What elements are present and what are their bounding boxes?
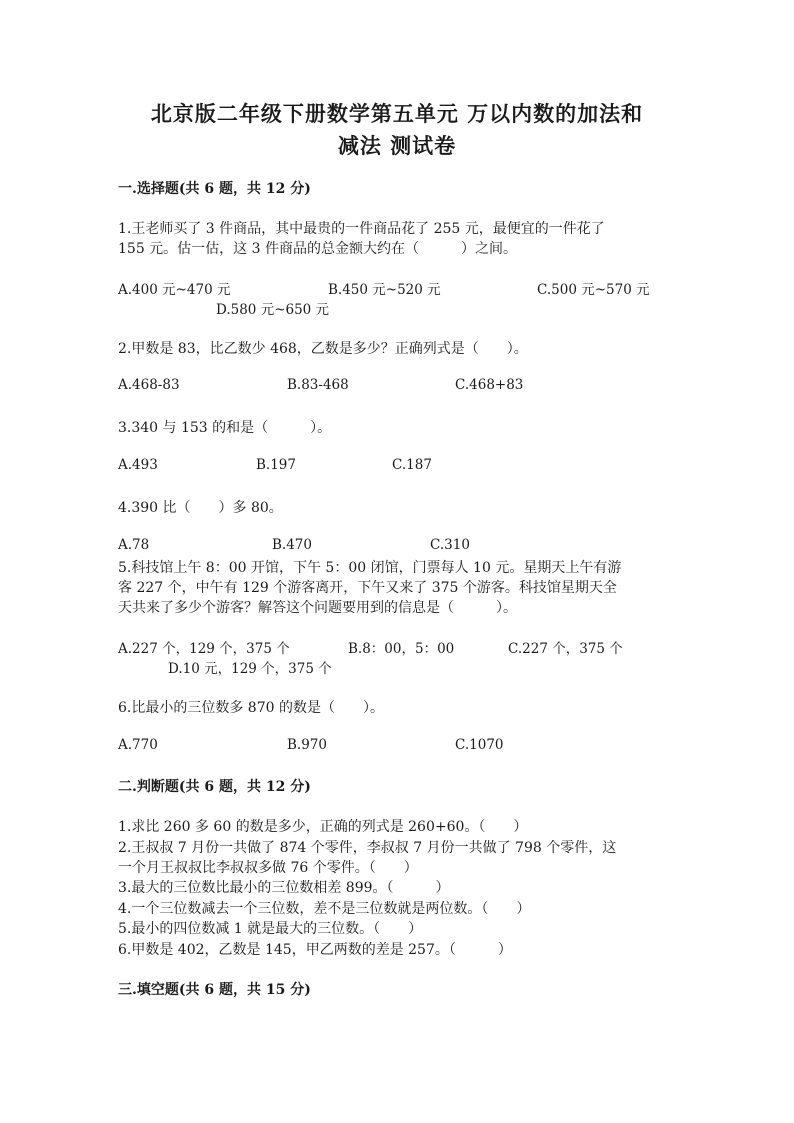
q1-option-b: B.450 元~520 元 [328,282,441,298]
q3-option-b: B.197 [256,457,296,473]
section-1-heading: 一.选择题(共 6 题，共 12 分) [118,181,311,197]
judge-item-5: 5.最小的四位数减 1 就是最大的三位数。（ ） [118,921,423,937]
q6-option-c: C.1070 [455,737,504,753]
q4-option-c: C.310 [430,537,470,553]
q5-option-a: A.227 个，129 个，375 个 [118,641,290,657]
judge-item-2-line-1: 2.王叔叔 7 月份一共做了 874 个零件，李叔叔 7 月份一共做了 798 个零件，这 [118,840,617,856]
q6-option-a: A.770 [118,737,158,753]
question-1-line-1: 1.王老师买了 3 件商品，其中最贵的一件商品花了 255 元，最便宜的一件花了 [118,221,605,237]
q6-option-b: B.970 [287,737,327,753]
judge-item-4: 4.一个三位数减去一个三位数，差不是三位数就是两位数。（ ） [118,901,531,917]
title-line-1: 北京版二年级下册数学第五单元 万以内数的加法和 [150,101,644,126]
question-5-line-2: 客 227 个，中午有 129 个游客离开，下午又来了 375 个游客。科技馆星期天全 [118,580,617,596]
q3-option-c: C.187 [392,457,432,473]
question-5-line-1: 5.科技馆上午 8：00 开馆，下午 5：00 闭馆，门票每人 10 元。星期天上午有游 [118,560,622,576]
q2-option-a: A.468-83 [118,377,180,393]
q1-option-d: D.580 元~650 元 [216,302,330,318]
question-3: 3.340 与 153 的和是（ ）。 [118,420,332,436]
judge-item-6: 6.甲数是 402，乙数是 145，甲乙两数的差是 257。（ ） [118,942,512,958]
title-line-2: 减法 测试卷 [337,133,457,158]
q2-option-c: C.468+83 [455,377,524,393]
q1-option-c: C.500 元~570 元 [537,282,650,298]
judge-item-1: 1.求比 260 多 60 的数是多少，正确的列式是 260+60。（ ） [118,819,528,835]
q1-option-a: A.400 元~470 元 [118,282,231,298]
q3-option-a: A.493 [118,457,158,473]
q5-option-b: B.8：00，5：00 [348,641,455,657]
question-5-line-3: 天共来了多少个游客？解答这个问题要用到的信息是（ ）。 [118,600,517,616]
q5-option-d: D.10 元，129 个，375 个 [168,661,332,677]
judge-item-3: 3.最大的三位数比最小的三位数相差 899。（ ） [118,880,450,896]
section-3-heading: 三.填空题(共 6 题，共 15 分) [118,982,311,998]
q2-option-b: B.83-468 [287,377,349,393]
judge-item-2-line-2: 一个月王叔叔比李叔叔多做 76 个零件。（ ） [118,860,418,876]
q5-option-c: C.227 个，375 个 [508,641,623,657]
question-2: 2.甲数是 83，比乙数少 468，乙数是多少？正确列式是（ ）。 [118,341,528,357]
q4-option-b: B.470 [272,537,312,553]
question-6: 6.比最小的三位数多 870 的数是（ ）。 [118,700,384,716]
q4-option-a: A.78 [118,537,150,553]
section-2-heading: 二.判断题(共 6 题，共 12 分) [118,779,311,795]
question-4: 4.390 比（ ）多 80。 [118,500,283,516]
question-1-line-2: 155 元。估一估，这 3 件商品的总金额大约在（ ）之间。 [118,241,517,257]
